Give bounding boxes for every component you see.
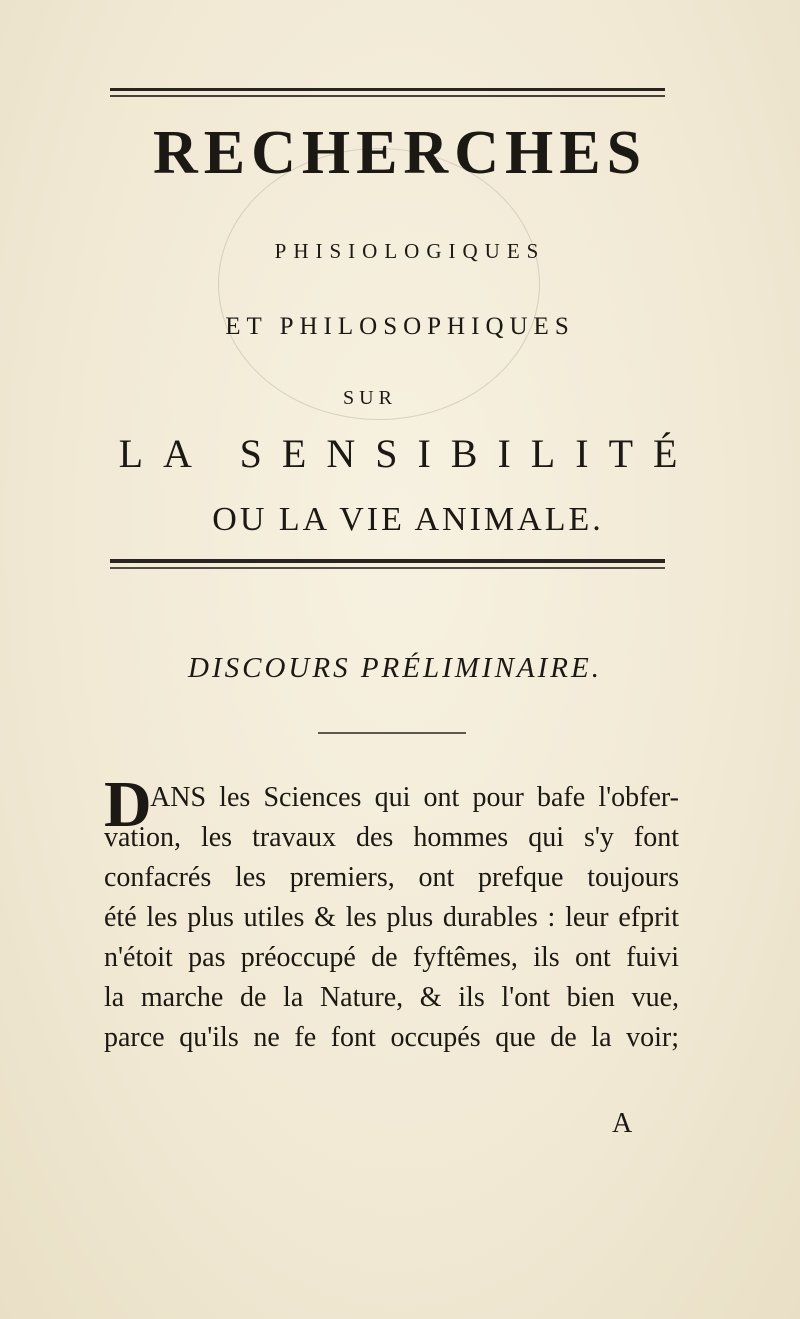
subtitle-phisiologiques: PHISIOLOGIQUES bbox=[274, 239, 546, 263]
connector-sur: SUR bbox=[343, 387, 397, 409]
faded-library-stamp bbox=[218, 148, 540, 420]
top-double-rule-thin bbox=[110, 95, 665, 97]
body-line-1: ANS les Sciences qui ont pour bafe l'obfer- bbox=[150, 782, 679, 813]
title-main: RECHERCHES bbox=[152, 119, 648, 187]
body-line-7: parce qu'ils ne fe font occupés que de la voir; bbox=[104, 1022, 679, 1053]
body-line-4: été les plus utiles & les plus durables : leur efprit bbox=[104, 902, 679, 933]
body-line-5: n'étoit pas préoccupé de fyftêmes, ils ont fuivi bbox=[104, 942, 679, 973]
body-line-2: vation, les travaux des hommes qui s'y font bbox=[104, 822, 679, 853]
top-double-rule bbox=[110, 88, 665, 91]
catchword: A bbox=[612, 1108, 633, 1139]
middle-ornamental-rule-thin bbox=[110, 567, 665, 569]
subject-sensibilite: LA SENSIBILITÉ bbox=[118, 431, 698, 476]
section-heading: DISCOURS PRÉLIMINAIRE. bbox=[188, 652, 602, 684]
drop-cap: D bbox=[104, 768, 152, 841]
body-line-3: confacrés les premiers, ont prefque toujours bbox=[104, 862, 679, 893]
subtitle-philosophiques: ET PHILOSOPHIQUES bbox=[225, 313, 575, 340]
short-rule bbox=[318, 732, 466, 734]
body-line-6: la marche de la Nature, & ils l'ont bien vue, bbox=[104, 982, 679, 1013]
body-paragraph bbox=[104, 778, 679, 1058]
middle-ornamental-rule bbox=[110, 559, 665, 563]
subject-vie-animale: OU LA VIE ANIMALE. bbox=[212, 501, 604, 538]
